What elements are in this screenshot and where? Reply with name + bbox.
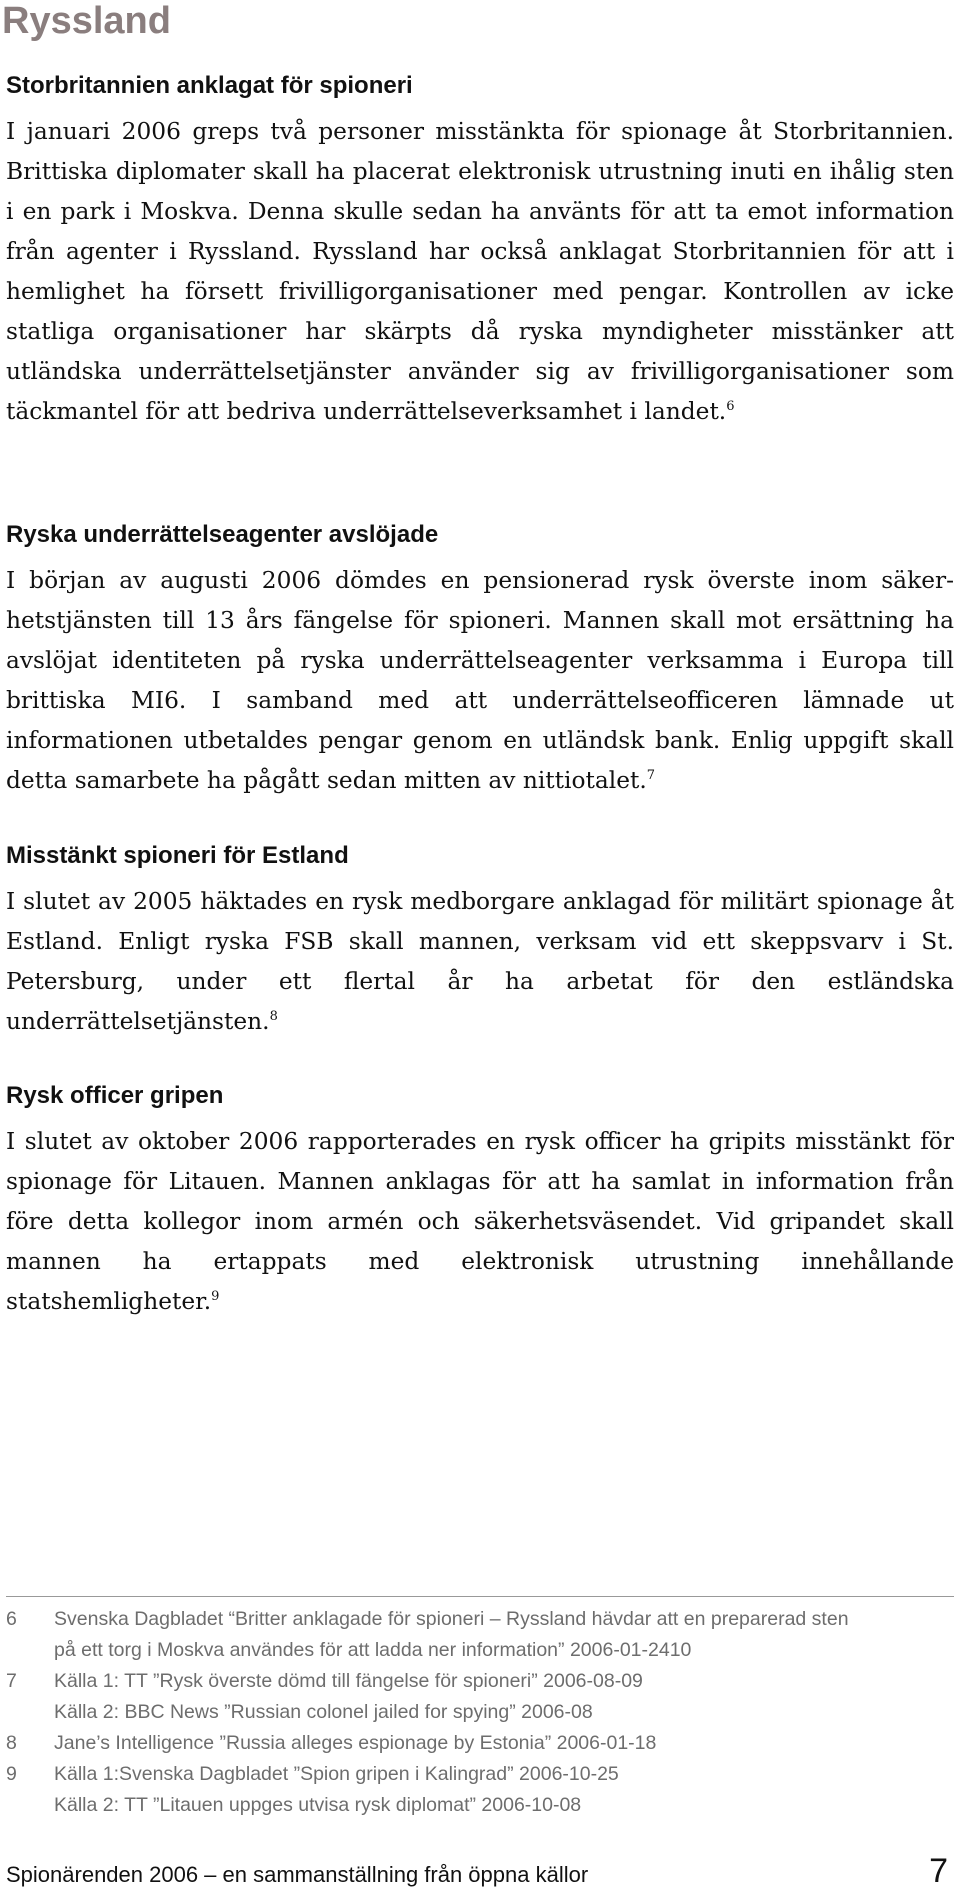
section-heading: Misstänkt spioneri för Estland xyxy=(6,842,349,869)
footnote-text: Svenska Dagbladet “Britter anklagade för spioneri – Ryssland hävdar att en preparerad sten xyxy=(54,1608,849,1630)
footer-text: Spionärenden 2006 – en sammanställning från öppna källor xyxy=(6,1862,589,1887)
footnote-text: Jane’s Intelligence ”Russia alleges espionage by Estonia” 2006-01-18 xyxy=(54,1732,657,1754)
section-storbritannien xyxy=(6,72,954,432)
footnotes xyxy=(6,1604,954,1821)
footnote-reference: 8 xyxy=(269,1009,278,1025)
section-body xyxy=(6,561,954,801)
section-heading: Ryska underrättelseagenter avslöjade xyxy=(6,521,439,548)
body-text: I slutet av 2005 häktades en rysk medborgare anklagad för militärt spionage åt Estland. Enligt ryska FSB skall mannen, verksam vid ett skeppsvarv i St. Petersburg, under ett flertal år ha arbetat för den estländska underrättelsetjänsten. xyxy=(6,888,954,1035)
footnote-reference: 9 xyxy=(211,1289,220,1305)
section-heading: Rysk officer gripen xyxy=(6,1082,224,1109)
section-body xyxy=(6,112,954,432)
section-rysk-officer xyxy=(6,1082,954,1322)
page-title: Ryssland xyxy=(2,0,171,42)
page-footer xyxy=(6,1852,954,1891)
footnote-reference: 7 xyxy=(646,768,656,784)
footnote-text: Källa 2: TT ”Litauen uppges utvisa rysk diplomat” 2006-10-08 xyxy=(54,1794,582,1816)
body-text: I januari 2006 greps två personer misstänkta för spionage åt Storbritannien. Brittiska diplomater skall ha placerat elektronisk utrustning inuti en ihålig sten i en park i Moskva. Denna skulle sedan ha använts för att ta emot information från agenter i Ryssland. Ryssland har också anklagat Storbritannien för att i hemlighet ha försett frivilligorganisationer med pengar. Kontrollen av icke statliga organisationer har skärpts då ryska myndigheter misstänker att utländska underrättelsetjänster använder sig av frivilligorganisationer som täckmantel för att bedriva underrättelseverksamhet i landet. xyxy=(6,118,954,425)
footnote-divider xyxy=(6,1596,954,1597)
footnote-reference: 6 xyxy=(726,399,735,415)
section-body xyxy=(6,882,954,1042)
page-number: 7 xyxy=(929,1852,948,1890)
footnote xyxy=(6,1666,954,1728)
footnote xyxy=(6,1759,954,1821)
body-text: I början av augusti 2006 dömdes en pensionerad rysk överste inom säkerhetstjänsten till 13 års fängelse för spioneri. Mannen skall mot ersättning ha avslöjat identiteten på ryska underrättelseagenter verksamma i Europa till brittiska MI6. I samband med att underrättelseofficeren lämnade ut informationen utbetaldes pengar genom en utländsk bank. Enlig uppgift skall detta samarbete ha pågått sedan mitten av nittiotalet. xyxy=(6,567,954,794)
footnote-text: Källa 1:Svenska Dagbladet ”Spion gripen i Kalingrad” 2006-10-25 xyxy=(54,1763,619,1785)
section-heading: Storbritannien anklagat för spioneri xyxy=(6,72,413,99)
footnote-number: 6 xyxy=(6,1608,17,1630)
footnote-number: 8 xyxy=(6,1732,17,1754)
section-ryska-agenter xyxy=(6,521,954,801)
footnote-number: 9 xyxy=(6,1763,17,1785)
footnote-text: på ett torg i Moskva användes för att ladda ner information” 2006-01-2410 xyxy=(54,1639,692,1661)
footnote xyxy=(6,1728,954,1759)
section-estland xyxy=(6,842,954,1042)
footnote xyxy=(6,1604,954,1666)
section-body xyxy=(6,1122,954,1322)
footnote-text: Källa 2: BBC News ”Russian colonel jailed for spying” 2006-08 xyxy=(54,1701,593,1723)
footnote-number: 7 xyxy=(6,1670,17,1692)
footnote-text: Källa 1: TT ”Rysk överste dömd till fängelse för spioneri” 2006-08-09 xyxy=(54,1670,643,1692)
body-text: I slutet av oktober 2006 rapporterades en rysk officer ha gripits misstänkt för spionage för Litauen. Mannen anklagas för att ha samlat in information från före detta kollegor inom armén och säkerhetsväsendet. Vid gripandet skall mannen ha ertappats med elektronisk utrustning innehållande statshemligheter. xyxy=(6,1128,954,1315)
